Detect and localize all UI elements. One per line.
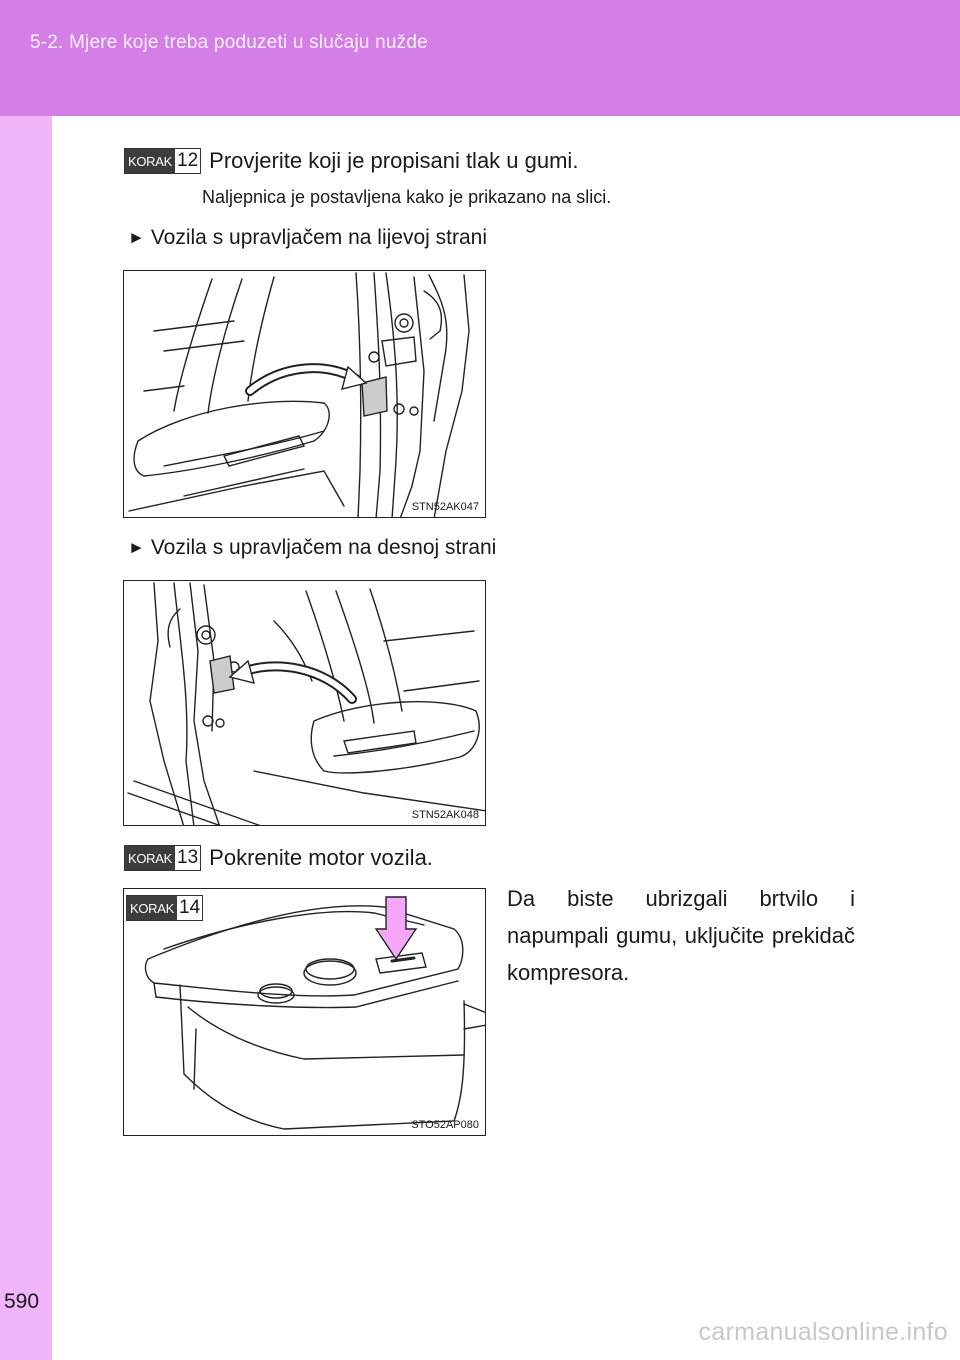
step-badge: [124, 845, 201, 871]
step-number: 12: [177, 150, 199, 171]
seat-illustration-rhd: [124, 581, 486, 826]
page-number: 590: [4, 1290, 40, 1313]
figure-code: STN52AK047: [411, 501, 479, 513]
header-band: [0, 0, 960, 116]
compressor-illustration: [124, 889, 486, 1136]
step-12: [124, 148, 578, 174]
step-number: 14: [179, 897, 201, 918]
step-14: [126, 895, 203, 921]
step-14-instructions: Da biste ubrizgali brtvilo i napumpali gumu, uključite prekidač kompresora.: [507, 886, 855, 985]
side-band: [0, 116, 52, 1360]
step-badge-label: KORAK: [127, 896, 177, 920]
variant-right-hand-drive: [128, 536, 496, 560]
step-13: [124, 845, 433, 871]
step-badge: [126, 895, 203, 921]
figure-left-hand-drive: [123, 270, 486, 518]
watermark[interactable]: carmanualsonline.info: [698, 1318, 948, 1346]
variant-marker-icon: ►: [128, 538, 145, 557]
figure-right-hand-drive: [123, 580, 486, 826]
step-badge-label: KORAK: [125, 846, 175, 870]
step-number: 13: [177, 847, 199, 868]
figure-code: STO52AP080: [411, 1119, 479, 1131]
section-title: 5-2. Mjere koje treba poduzeti u slučaju nužde: [30, 32, 428, 53]
seat-illustration-lhd: [124, 271, 486, 518]
step-badge: [124, 148, 201, 174]
step-text: Provjerite koji je propisani tlak u gumi.: [209, 148, 579, 173]
figure-code: STN52AK048: [411, 809, 479, 821]
step-badge-label: KORAK: [125, 149, 175, 173]
variant-marker-icon: ►: [128, 228, 145, 247]
variant-label: Vozila s upravljačem na lijevoj strani: [150, 226, 487, 249]
step-text: Pokrenite motor vozila.: [209, 845, 433, 870]
variant-label: Vozila s upravljačem na desnoj strani: [150, 536, 497, 559]
variant-left-hand-drive: [128, 226, 487, 250]
figure-compressor: [123, 888, 486, 1136]
step-note: Naljepnica je postavljena kako je prikazano na slici.: [202, 187, 612, 207]
